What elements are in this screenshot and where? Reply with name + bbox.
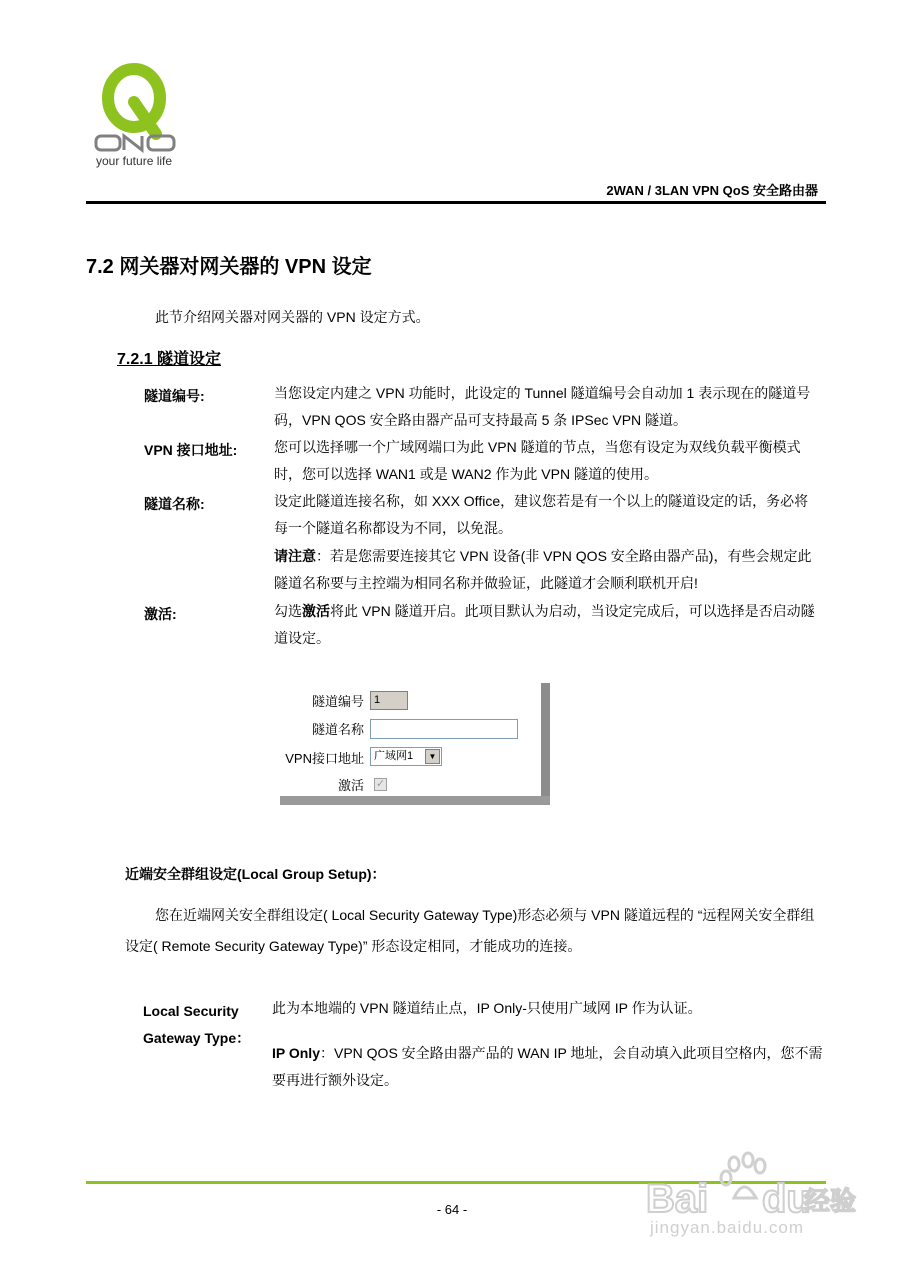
desc-enable-pre: 勾选 [274, 603, 302, 619]
watermark-url: jingyan.baidu.com [650, 1218, 805, 1237]
svg-text:经验: 经验 [804, 1187, 857, 1217]
form-shadow-bottom [280, 796, 550, 805]
desc-enable-post: 将此 VPN 隧道开启。此项目默认为启动，当设定完成后，可以选择是否启动隧道设定。 [274, 603, 815, 646]
term-enable: 激活: [144, 606, 177, 622]
form-label-tunnel-number: 隧道编号 [311, 694, 364, 709]
form-label-tunnel-name: 隧道名称 [311, 722, 364, 737]
desc-ip-only [272, 1040, 824, 1094]
interface-select[interactable] [370, 747, 442, 766]
enable-checkbox[interactable]: ✓ [375, 778, 386, 790]
form-label-interface: VPN接口地址 [285, 751, 364, 766]
tunnel-name-input[interactable] [370, 719, 518, 739]
term-tunnel-name: 隧道名称: [144, 496, 205, 512]
interface-select-value: 广域网1 [374, 750, 414, 762]
tunnel-number-field: 1 [370, 691, 408, 710]
section-intro: 此节介绍网关器对网关器的 VPN 设定方式。 [155, 309, 430, 325]
subsection-title: 7.2.1 隧道设定 [117, 351, 222, 368]
logo-tagline: your future life [96, 154, 173, 168]
svg-text:Bai: Bai [646, 1177, 709, 1221]
local-group-paragraph: 您在近端网关安全群组设定( Local Security Gateway Type)形态必须与 VPN 隧道远程的 “远程网关安全群组设定( Remote Security Gateway Type)” 形态设定相同，才能成功的连接。 [125, 907, 815, 954]
ip-only-label: IP Only [272, 1045, 320, 1061]
desc-enable-bold: 激活 [302, 603, 330, 619]
desc-tunnel-name: 设定此隧道连接名称，如 XXX Office，建议您若是有一个以上的隧道设定的话，务必将每一个隧道名称都设为不同，以免混。 [274, 493, 809, 536]
page-number: - 64 - [436, 1202, 468, 1217]
note-text: ：若是您需要连接其它 VPN 设备(非 VPN QOS 安全路由器产品)，有些会规定此隧道名称要与主控端为相同名称并做验证，此隧道才会顺利联机开启! [274, 548, 812, 591]
desc-tunnel-number: 当您设定内建之 VPN 功能时，此设定的 Tunnel 隧道编号会自动加 1 表示现在的隧道号码，VPN QOS 安全路由器产品可支持最高 5 条 IPSec VPN 隧道。 [274, 385, 811, 428]
term-tunnel-number: 隧道编号: [144, 388, 205, 404]
note-tunnel-name [274, 543, 822, 597]
term-local-security-gateway-type: Local Security Gateway Type： [143, 1003, 251, 1046]
section-title: 7.2 网关器对网关器的 VPN 设定 [86, 256, 372, 278]
local-group-title: 近端安全群组设定(Local Group Setup)： [125, 866, 386, 882]
ip-only-text: ：VPN QOS 安全路由器产品的 WAN IP 地址，会自动填入此项目空格内，您不需要再进行额外设定。 [272, 1045, 823, 1088]
term-vpn-interface: VPN 接口地址: [144, 442, 238, 458]
desc-enable [274, 598, 822, 652]
header-title: 2WAN / 3LAN VPN QoS 安全路由器 [606, 183, 818, 198]
form-label-enable: 激活 [337, 778, 364, 793]
note-label: 请注意 [274, 548, 316, 564]
header-divider [86, 201, 826, 204]
form-shadow-right [541, 683, 550, 805]
desc-local-security-gateway: 此为本地端的 VPN 隧道结止点，IP Only-只使用广域网 IP 作为认证。 [272, 1000, 702, 1016]
svg-text:du: du [762, 1177, 811, 1221]
desc-vpn-interface: 您可以选择哪一个广域网端口为此 VPN 隧道的节点，当您有设定为双线负载平衡模式时，您可以选择 WAN1 或是 WAN2 作为此 VPN 隧道的使用。 [274, 439, 801, 482]
chevron-down-icon[interactable]: ▼ [425, 749, 440, 764]
